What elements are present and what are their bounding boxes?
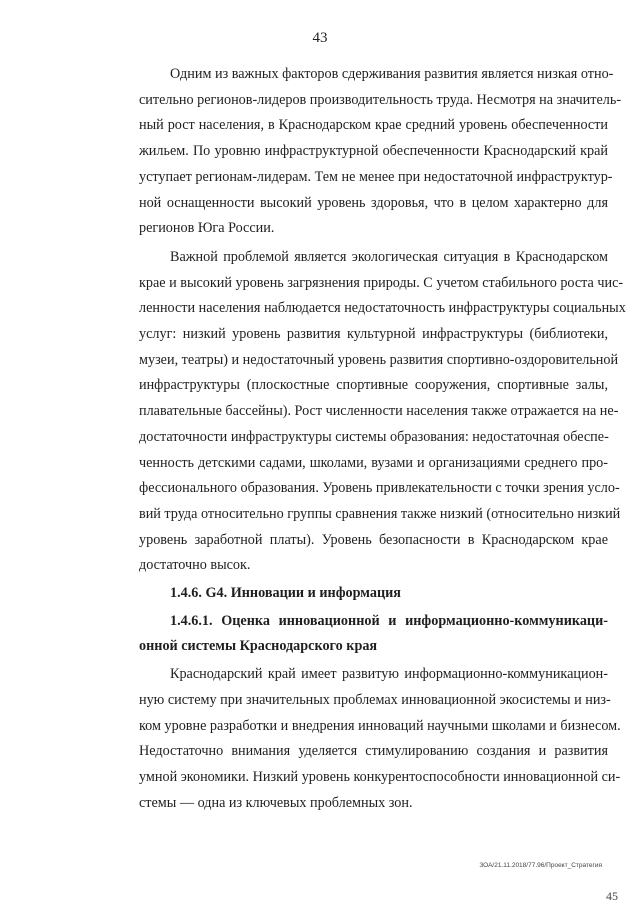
- text-line: достаточно высок.: [139, 557, 251, 574]
- text-line: ченность детскими садами, школами, вузами и организациями среднего про-: [139, 454, 608, 471]
- text-line: музеи, театры) и недостаточный уровень развития спортивно-оздоровительной: [139, 351, 619, 368]
- page-content: [108, 60, 626, 816]
- footer-document-reference: ЗОА/21.11.2018/77.96/Проект_Стратегия: [479, 862, 602, 869]
- text-line: ный рост населения, в Краснодарском крае средний уровень обеспеченности: [139, 117, 608, 134]
- text-line: уступает регионам-лидерам. Тем не менее при недостаточной инфраструктур-: [139, 168, 613, 185]
- text-line: ленности населения наблюдается недостаточность инфраструктуры социальных: [139, 300, 626, 317]
- text-line: уровень заработной платы). Уровень безопасности в Краснодарском крае: [139, 531, 608, 548]
- subsection-heading: [108, 609, 608, 660]
- paragraph-innovation: [108, 662, 621, 816]
- page-number: 43: [312, 30, 328, 46]
- subsection-heading-line: онной системы Краснодарского края: [139, 638, 378, 655]
- text-line: регионов Юга России.: [139, 220, 275, 237]
- text-line: инфраструктуры (плоскостные спортивные сооружения, спортивные залы,: [139, 377, 608, 394]
- paragraph-ecology: [108, 245, 626, 579]
- paragraph-productivity: [108, 62, 622, 242]
- footer-page-number: 45: [606, 889, 618, 903]
- text-line: ком уровне разработки и внедрения инноваций научными школами и бизнесом.: [139, 717, 621, 734]
- text-line: Недостаточно внимания уделяется стимулированию создания и развития: [139, 743, 608, 760]
- text-line: крае и высокий уровень загрязнения природы. С учетом стабильного роста чис-: [139, 274, 624, 291]
- text-line: фессионального образования. Уровень привлекательности с точки зрения усло-: [139, 480, 620, 497]
- subsection-heading-line: 1.4.6.1. Оценка инновационной и информационно-коммуникаци-: [170, 612, 608, 629]
- text-line: услуг: низкий уровень развития культурной инфраструктуры (библиотеки,: [139, 326, 608, 343]
- text-line: сительно регионов-лидеров производительность труда. Несмотря на значитель-: [139, 91, 622, 108]
- text-line: ной оснащенности высокий уровень здоровья, что в целом характерно для: [139, 194, 608, 211]
- text-line: достаточности инфраструктуры системы образования: недостаточная обеспе-: [139, 428, 609, 445]
- section-heading: [108, 581, 608, 607]
- text-line: жильем. По уровню инфраструктурной обеспеченности Краснодарский край: [139, 143, 608, 160]
- text-line: умной экономики. Низкий уровень конкурентоспособности инновационной си-: [139, 768, 621, 785]
- text-line: Краснодарский край имеет развитую информационно-коммуникацион-: [170, 666, 608, 683]
- text-line: Одним из важных факторов сдерживания развития является низкая отно-: [170, 66, 614, 82]
- text-line: вий труда относительно группы сравнения также низкий (относительно низкий: [139, 505, 621, 522]
- text-line: ную систему при значительных проблемах инновационной экосистемы и низ-: [139, 691, 611, 708]
- text-line: стемы — одна из ключевых проблемных зон.: [139, 794, 413, 811]
- text-line: плавательные бассейны). Рост численности населения также отражается на не-: [139, 403, 619, 420]
- text-line: Важной проблемой является экологическая ситуация в Краснодарском: [170, 248, 608, 265]
- section-heading-text: 1.4.6. G4. Инновации и информация: [170, 585, 401, 602]
